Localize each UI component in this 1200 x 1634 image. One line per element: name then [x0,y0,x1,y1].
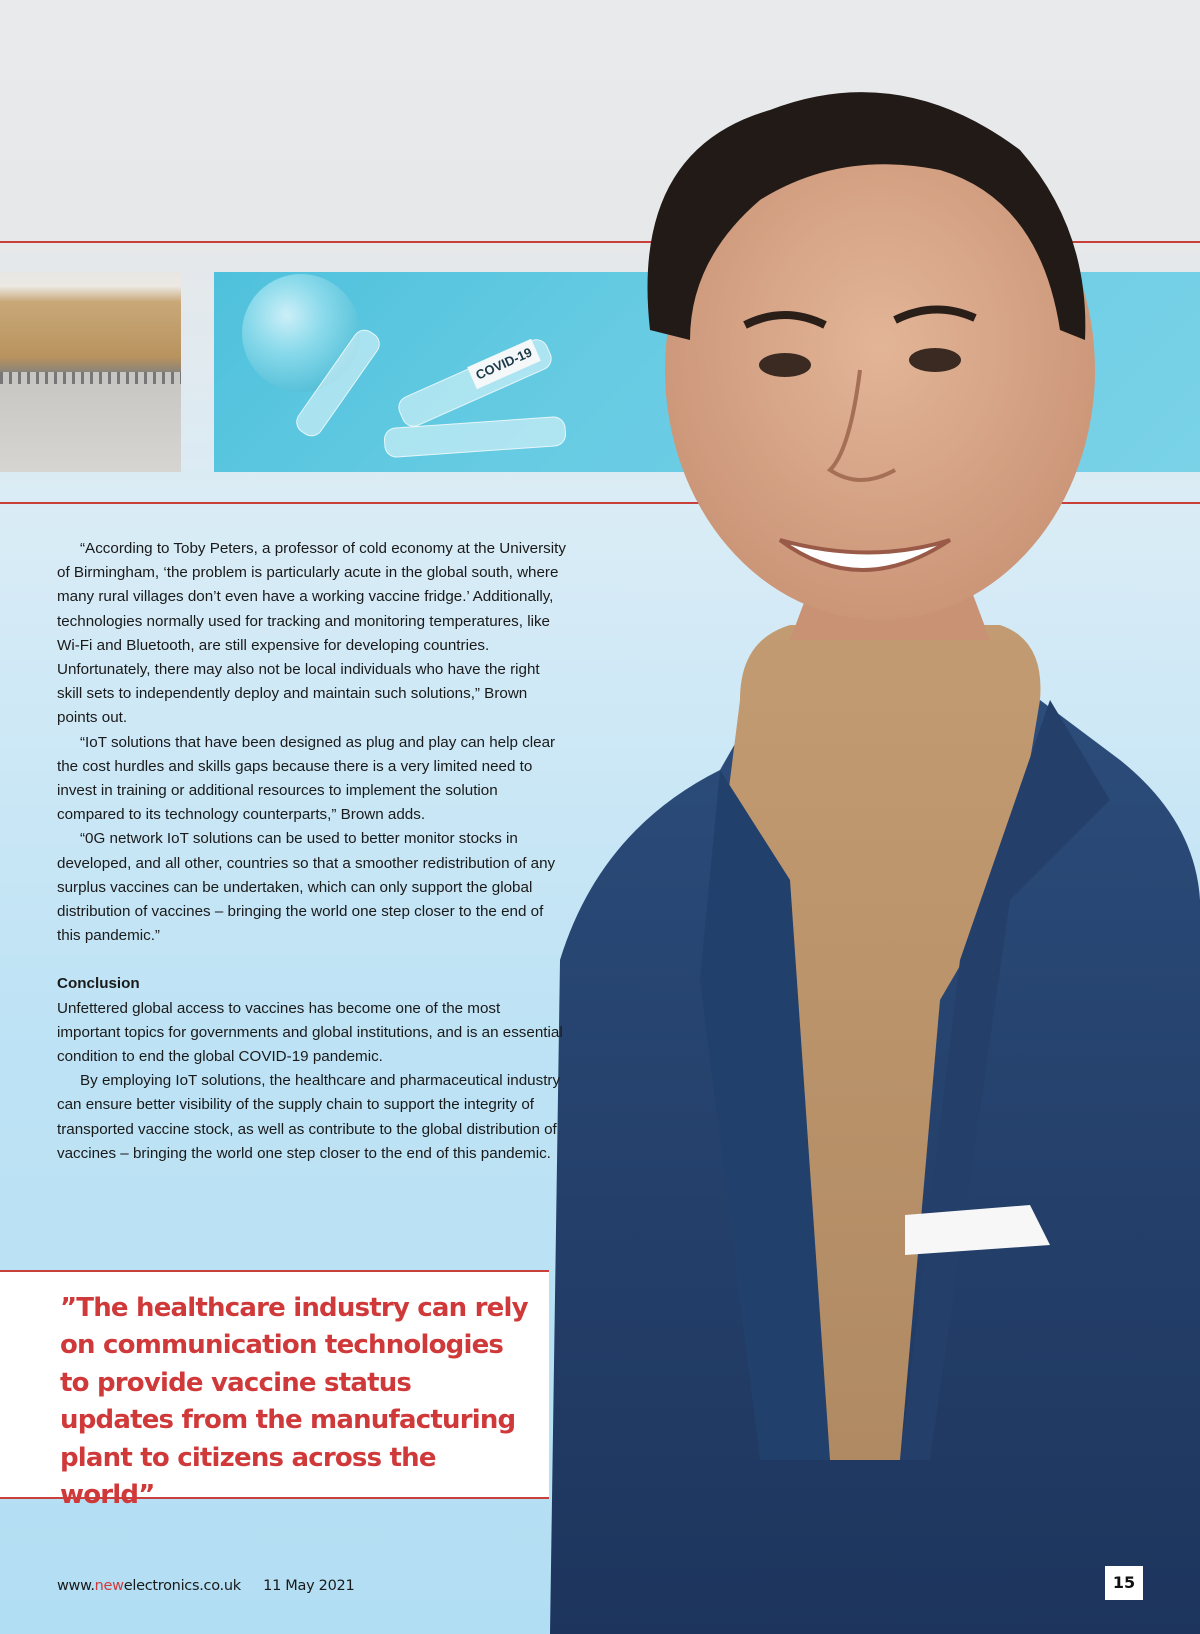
footer-url[interactable] [57,1578,241,1594]
url-suffix: electronics.co.uk [123,1578,241,1594]
paragraph: “IoT solutions that have been designed as plug and play can help clear the cost hurdles and skills gaps because there is a very limited need to invest in training or additional resources to implement the solution compared to its technology counterparts,” Brown adds. [57,733,556,824]
url-prefix: www. [57,1578,95,1594]
warehouse-rack [0,372,181,384]
paragraph: “According to Toby Peters, a professor of cold economy at the University of Birmingham, ‘the problem is particularly acute in the global south, where many rural villages don’t even have a working vaccine fridge.’ Additionally, technologies normally used for tracking and monitoring temperatures, like Wi-Fi and Bluetooth, are still expensive for developing countries. Unfortunately, there may also not be local individuals who have the right skill sets to independently deploy and maintain such solutions,” Brown points out. [57,540,566,727]
vial-label: COVID-19 [467,339,541,389]
warehouse-image [0,272,181,472]
article-body [57,537,567,1166]
eye-left [759,353,811,377]
conclusion-heading: Conclusion [57,975,140,993]
paragraph: Unfettered global access to vaccines has become one of the most important topics for governments and global institutions, and is an essential condition to end the global COVID-19 pandemic. [57,999,563,1066]
page-number: 15 [1105,1566,1143,1600]
paragraph: “0G network IoT solutions can be used to better monitor stocks in developed, and all other, countries so that a smoother redistribution of any surplus vaccines can be undertaken, which can only support the global distribution of vaccines – bringing the world one step closer to the end of this pandemic.” [57,830,556,945]
paragraph: By employing IoT solutions, the healthcare and pharmaceutical industry can ensure better visibility of the supply chain to support the integrity of transported vaccine stock, as well as contribute to the global distribution of vaccines – bringing the world one step closer to the end of this pandemic. [57,1072,561,1162]
eye-right [909,348,961,372]
url-accent: new [94,1578,124,1594]
portrait-photo [540,0,1200,1634]
footer [57,1578,354,1594]
issue-date: 11 May 2021 [263,1578,355,1594]
pull-quote-top-rule [0,1270,549,1272]
pull-quote: ”The healthcare industry can rely on communication technologies to provide vaccine status updates from the manufacturing plant to citizens across the world” [60,1293,528,1511]
